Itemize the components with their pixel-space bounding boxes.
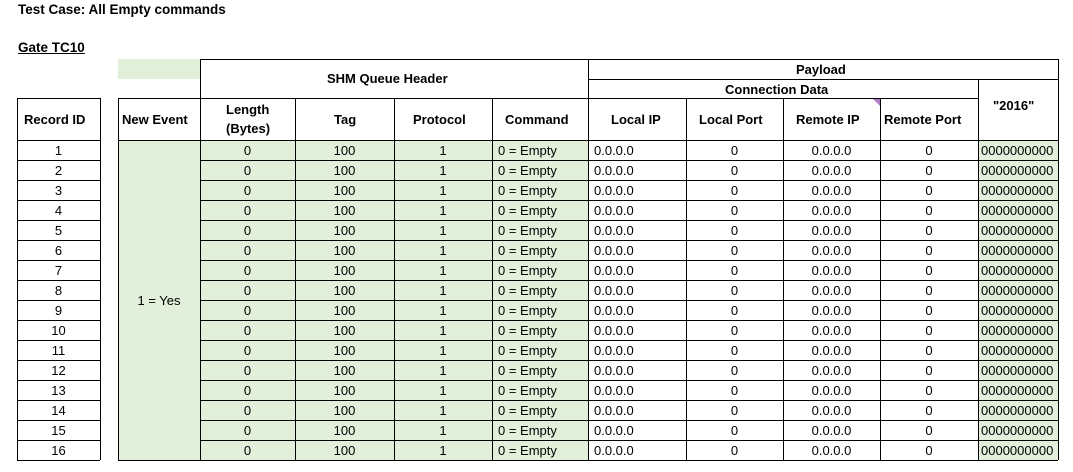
command-cell[interactable]: 0 = Empty [498,362,557,378]
local-ip-cell[interactable]: 0.0.0.0 [594,202,634,218]
remote-port-cell[interactable]: 0 [925,242,933,258]
local-ip-cell[interactable]: 0.0.0.0 [594,162,634,178]
tag-cell[interactable]: 100 [333,282,356,298]
protocol-cell[interactable]: 1 [439,362,447,378]
record-id-cell[interactable]: 15 [51,422,66,438]
remote-ip-cell[interactable]: 0.0.0.0 [811,162,852,178]
protocol-cell[interactable]: 1 [439,382,447,398]
new-event-bottom-border [118,460,200,461]
length-cell[interactable]: 0 [243,242,252,258]
remote-ip-cell[interactable]: 0.0.0.0 [811,242,852,258]
length-cell[interactable]: 0 [243,222,252,238]
column-divider [880,98,881,140]
tag-cell[interactable]: 100 [333,302,356,318]
local-port-cell[interactable]: 0 [730,202,739,218]
protocol-cell[interactable]: 1 [439,222,447,238]
subheader-top-border [118,98,588,99]
record-id-cell[interactable]: 16 [51,442,66,458]
local-ip-cell[interactable]: 0.0.0.0 [594,242,634,258]
table-right-border [1058,59,1059,460]
local-port-cell[interactable]: 0 [730,282,739,298]
column-divider [394,98,395,140]
protocol-cell[interactable]: 1 [439,442,447,458]
local-ip-cell[interactable]: 0.0.0.0 [594,422,634,438]
record-id-top-border [17,98,100,99]
year-left-border [978,79,979,140]
record-id-cell[interactable]: 13 [51,382,66,398]
tag-cell[interactable]: 100 [333,142,356,158]
length-cell[interactable]: 0 [243,442,252,458]
remote-port-cell[interactable]: 0 [925,202,933,218]
remote-port-cell[interactable]: 0 [925,362,933,378]
remote-ip-cell[interactable]: 0.0.0.0 [811,282,852,298]
gate-label: Gate TC10 [18,40,85,55]
local-port-cell[interactable]: 0 [730,402,739,418]
command-cell[interactable]: 0 = Empty [498,142,557,158]
protocol-cell[interactable]: 1 [439,282,447,298]
command-cell[interactable]: 0 = Empty [498,382,557,398]
length-cell[interactable]: 0 [243,162,252,178]
local-ip-cell[interactable]: 0.0.0.0 [594,342,634,358]
length-header-line2: (Bytes) [226,121,271,136]
command-cell[interactable]: 0 = Empty [498,242,557,258]
year-header: "2016" [993,98,1035,113]
local-ip-cell[interactable]: 0.0.0.0 [594,142,634,158]
column-divider [783,98,784,140]
year-cell[interactable]: 0000000000 [981,422,1054,438]
connection-data-header: Connection Data [725,82,829,97]
protocol-cell[interactable]: 1 [439,302,447,318]
column-divider [295,98,296,140]
remote-ip-cell[interactable]: 0.0.0.0 [811,222,852,238]
length-cell[interactable]: 0 [243,202,252,218]
tag-cell[interactable]: 100 [333,162,356,178]
protocol-header: Protocol [413,112,466,127]
record-id-row-divider [17,460,100,461]
remote-port-cell[interactable]: 0 [925,162,933,178]
local-port-cell[interactable]: 0 [730,182,739,198]
header-top-border [200,59,1058,60]
column-divider [686,98,687,140]
new-event-header: New Event [122,112,188,127]
local-ip-cell[interactable]: 0.0.0.0 [594,322,634,338]
length-cell[interactable]: 0 [243,342,252,358]
length-cell[interactable]: 0 [243,382,252,398]
remote-port-cell[interactable]: 0 [925,182,933,198]
length-cell[interactable]: 0 [243,182,252,198]
local-port-cell[interactable]: 0 [730,362,739,378]
local-port-cell[interactable]: 0 [730,242,739,258]
remote-ip-cell[interactable]: 0.0.0.0 [811,202,852,218]
protocol-cell[interactable]: 1 [439,162,447,178]
tag-cell[interactable]: 100 [333,342,356,358]
command-cell[interactable]: 0 = Empty [498,422,557,438]
command-cell[interactable]: 0 = Empty [498,322,557,338]
remote-port-cell[interactable]: 0 [925,402,933,418]
tag-cell[interactable]: 100 [333,382,356,398]
command-cell[interactable]: 0 = Empty [498,342,557,358]
remote-port-cell[interactable]: 0 [925,282,933,298]
shm-queue-header: SHM Queue Header [327,71,448,86]
command-cell[interactable]: 0 = Empty [498,202,557,218]
length-cell[interactable]: 0 [243,282,252,298]
record-id-cell[interactable]: 11 [51,342,66,358]
tag-cell[interactable]: 100 [333,202,356,218]
record-id-cell[interactable]: 9 [54,302,63,318]
record-id-right-border [100,98,101,460]
protocol-cell[interactable]: 1 [439,182,447,198]
remote-ip-cell[interactable]: 0.0.0.0 [811,362,852,378]
local-ip-cell[interactable]: 0.0.0.0 [594,262,634,278]
local-ip-cell[interactable]: 0.0.0.0 [594,362,634,378]
remote-ip-cell[interactable]: 0.0.0.0 [811,262,852,278]
year-cell[interactable]: 0000000000 [981,362,1054,378]
tag-cell[interactable]: 100 [333,362,356,378]
protocol-cell[interactable]: 1 [439,242,447,258]
local-port-cell[interactable]: 0 [730,382,739,398]
record-id-cell[interactable]: 2 [54,162,63,178]
tag-header: Tag [334,112,357,127]
record-id-cell[interactable]: 4 [54,202,63,218]
remote-ip-header: Remote IP [796,112,860,127]
local-ip-cell[interactable]: 0.0.0.0 [594,182,634,198]
remote-ip-cell[interactable]: 0.0.0.0 [811,182,852,198]
record-id-cell[interactable]: 12 [51,362,66,378]
remote-port-cell[interactable]: 0 [925,422,933,438]
remote-port-cell[interactable]: 0 [925,442,933,458]
remote-ip-cell[interactable]: 0.0.0.0 [811,442,852,458]
command-cell[interactable]: 0 = Empty [498,282,557,298]
protocol-cell[interactable]: 1 [439,342,447,358]
command-header: Command [505,112,569,127]
remote-ip-cell[interactable]: 0.0.0.0 [811,422,852,438]
length-header-line1: Length [226,102,270,117]
protocol-cell[interactable]: 1 [439,422,447,438]
tag-cell[interactable]: 100 [333,222,356,238]
tag-cell[interactable]: 100 [333,402,356,418]
tag-cell[interactable]: 100 [333,182,356,198]
remote-port-cell[interactable]: 0 [925,222,933,238]
length-cell[interactable]: 0 [243,322,252,338]
remote-port-cell[interactable]: 0 [925,302,933,318]
command-cell[interactable]: 0 = Empty [498,222,557,238]
local-ip-cell[interactable]: 0.0.0.0 [594,282,634,298]
local-ip-cell[interactable]: 0.0.0.0 [594,442,634,458]
remote-ip-cell[interactable]: 0.0.0.0 [811,342,852,358]
test-case-title: Test Case: All Empty commands [18,2,226,17]
inputs-header-fill [118,59,200,79]
remote-ip-cell[interactable]: 0.0.0.0 [811,142,852,158]
remote-port-cell[interactable]: 0 [925,342,933,358]
local-port-cell[interactable]: 0 [730,222,739,238]
record-id-cell[interactable]: 7 [54,262,63,278]
command-cell[interactable]: 0 = Empty [498,182,557,198]
record-id-cell[interactable]: 10 [51,322,66,338]
year-cell[interactable]: 0000000000 [981,162,1054,178]
length-cell[interactable]: 0 [243,422,252,438]
remote-port-cell[interactable]: 0 [925,142,933,158]
local-ip-cell[interactable]: 0.0.0.0 [594,402,634,418]
length-cell[interactable]: 0 [243,362,252,378]
remote-port-cell[interactable]: 0 [925,382,933,398]
command-cell[interactable]: 0 = Empty [498,402,557,418]
remote-ip-cell[interactable]: 0.0.0.0 [811,322,852,338]
remote-port-header: Remote Port [884,112,962,127]
year-cell[interactable]: 0000000000 [981,262,1054,278]
year-cell[interactable]: 0000000000 [981,242,1054,258]
tag-cell[interactable]: 100 [333,422,356,438]
length-cell[interactable]: 0 [243,262,252,278]
remote-ip-cell[interactable]: 0.0.0.0 [811,302,852,318]
year-top-border [978,79,1058,80]
remote-ip-cell[interactable]: 0.0.0.0 [811,402,852,418]
year-cell[interactable]: 0000000000 [981,442,1054,458]
local-ip-header: Local IP [611,112,661,127]
local-port-cell[interactable]: 0 [730,322,739,338]
protocol-cell[interactable]: 1 [439,202,447,218]
shm-right-border [588,59,589,140]
length-cell[interactable]: 0 [243,402,252,418]
record-id-cell[interactable]: 3 [54,182,63,198]
payload-header: Payload [796,62,846,77]
year-cell[interactable]: 0000000000 [981,282,1054,298]
protocol-cell[interactable]: 1 [439,322,447,338]
remote-port-cell[interactable]: 0 [925,322,933,338]
record-id-cell[interactable]: 8 [54,282,63,298]
local-port-cell[interactable]: 0 [730,162,739,178]
tag-cell[interactable]: 100 [333,242,356,258]
year-cell[interactable]: 0000000000 [981,202,1054,218]
record-id-header: Record ID [24,112,86,127]
comment-indicator [872,98,880,106]
local-ip-cell[interactable]: 0.0.0.0 [594,382,634,398]
year-cell[interactable]: 0000000000 [981,142,1054,158]
protocol-cell[interactable]: 1 [439,402,447,418]
record-id-cell[interactable]: 1 [54,142,63,158]
payload-divider [588,79,978,80]
year-cell[interactable]: 0000000000 [981,302,1054,318]
tag-cell[interactable]: 100 [333,262,356,278]
local-port-header: Local Port [699,112,763,127]
local-port-cell[interactable]: 0 [730,422,739,438]
row-divider [200,460,1058,461]
year-cell[interactable]: 0000000000 [981,402,1054,418]
local-port-cell[interactable]: 0 [730,302,739,318]
local-ip-cell[interactable]: 0.0.0.0 [594,222,634,238]
local-port-cell[interactable]: 0 [730,262,739,278]
tag-cell[interactable]: 100 [333,442,356,458]
record-id-cell[interactable]: 5 [54,222,63,238]
inputs-right-border [200,59,201,140]
record-id-cell[interactable]: 6 [54,242,63,258]
protocol-cell[interactable]: 1 [439,262,447,278]
command-cell[interactable]: 0 = Empty [498,302,557,318]
local-port-cell[interactable]: 0 [730,342,739,358]
year-cell[interactable]: 0000000000 [981,342,1054,358]
local-port-cell[interactable]: 0 [730,442,739,458]
length-cell[interactable]: 0 [243,142,252,158]
command-cell[interactable]: 0 = Empty [498,262,557,278]
year-cell[interactable]: 0000000000 [981,182,1054,198]
year-cell[interactable]: 0000000000 [981,382,1054,398]
year-cell[interactable]: 0000000000 [981,222,1054,238]
year-cell[interactable]: 0000000000 [981,322,1054,338]
remote-ip-cell[interactable]: 0.0.0.0 [811,382,852,398]
command-cell[interactable]: 0 = Empty [498,442,557,458]
record-id-cell[interactable]: 14 [51,402,66,418]
protocol-cell[interactable]: 1 [439,142,447,158]
local-port-cell[interactable]: 0 [730,142,739,158]
length-cell[interactable]: 0 [243,302,252,318]
remote-port-cell[interactable]: 0 [925,262,933,278]
new-event-value[interactable]: 1 = Yes [137,292,181,308]
column-divider [492,98,493,140]
command-cell[interactable]: 0 = Empty [498,162,557,178]
local-ip-cell[interactable]: 0.0.0.0 [594,302,634,318]
tag-cell[interactable]: 100 [333,322,356,338]
